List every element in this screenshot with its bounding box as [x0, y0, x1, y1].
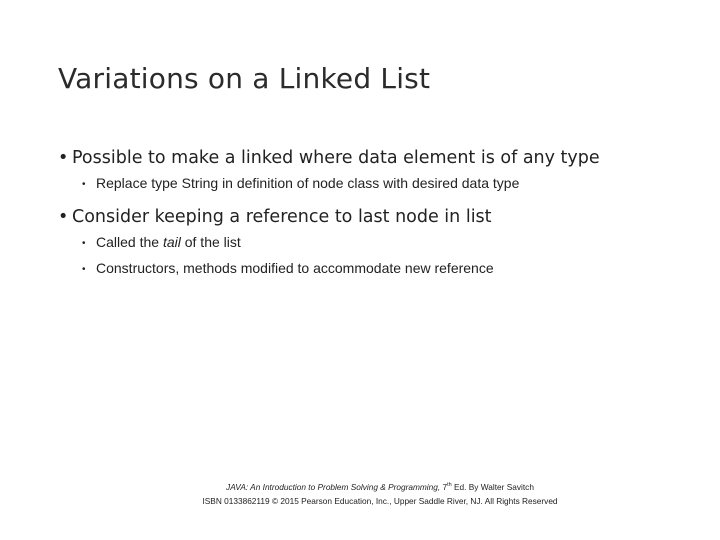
slide-body [58, 145, 678, 282]
slide-footer [0, 478, 720, 508]
sub-bullet-dot-icon: • [82, 264, 86, 275]
footer-edition-number: 7 [440, 481, 448, 492]
slide-title: Variations on a Linked List [58, 62, 431, 95]
sub-bullet-1-1 [58, 171, 678, 197]
footer-author: Ed. By Walter Savitch [451, 481, 534, 492]
bullet-1-text: Possible to make a linked where data element is of any type [72, 148, 600, 168]
bullet-1 [58, 145, 678, 171]
footer-line-2: ISBN 0133862119 © 2015 Pearson Education, Inc., Upper Saddle River, NJ. All Rights Reserved [202, 495, 558, 506]
footer-book-title: JAVA: An Introduction to Problem Solving & Programming, [226, 481, 441, 492]
footer-edition-sup: th [447, 482, 452, 488]
footer-line-1 [0, 478, 720, 494]
sub-bullet-2-1 [58, 230, 678, 256]
sub-bullet-2-1-prefix: Called the [96, 234, 163, 250]
sub-bullet-1-1-text: Replace type String in definition of node class with desired data type [96, 175, 520, 191]
bullet-2 [58, 204, 678, 230]
sub-bullet-dot-icon: • [82, 179, 86, 190]
bullet-dot-icon: • [58, 148, 69, 168]
sub-bullet-2-1-emphasis: tail [162, 234, 181, 250]
bullet-2-text: Consider keeping a reference to last node in list [72, 207, 492, 227]
sub-bullet-2-1-suffix: of the list [180, 234, 241, 250]
sub-bullet-2-2-text: Constructors, methods modified to accommodate new reference [96, 260, 494, 276]
sub-bullet-2-2 [58, 256, 678, 282]
bullet-dot-icon: • [58, 207, 69, 227]
sub-bullet-dot-icon: • [82, 238, 86, 249]
